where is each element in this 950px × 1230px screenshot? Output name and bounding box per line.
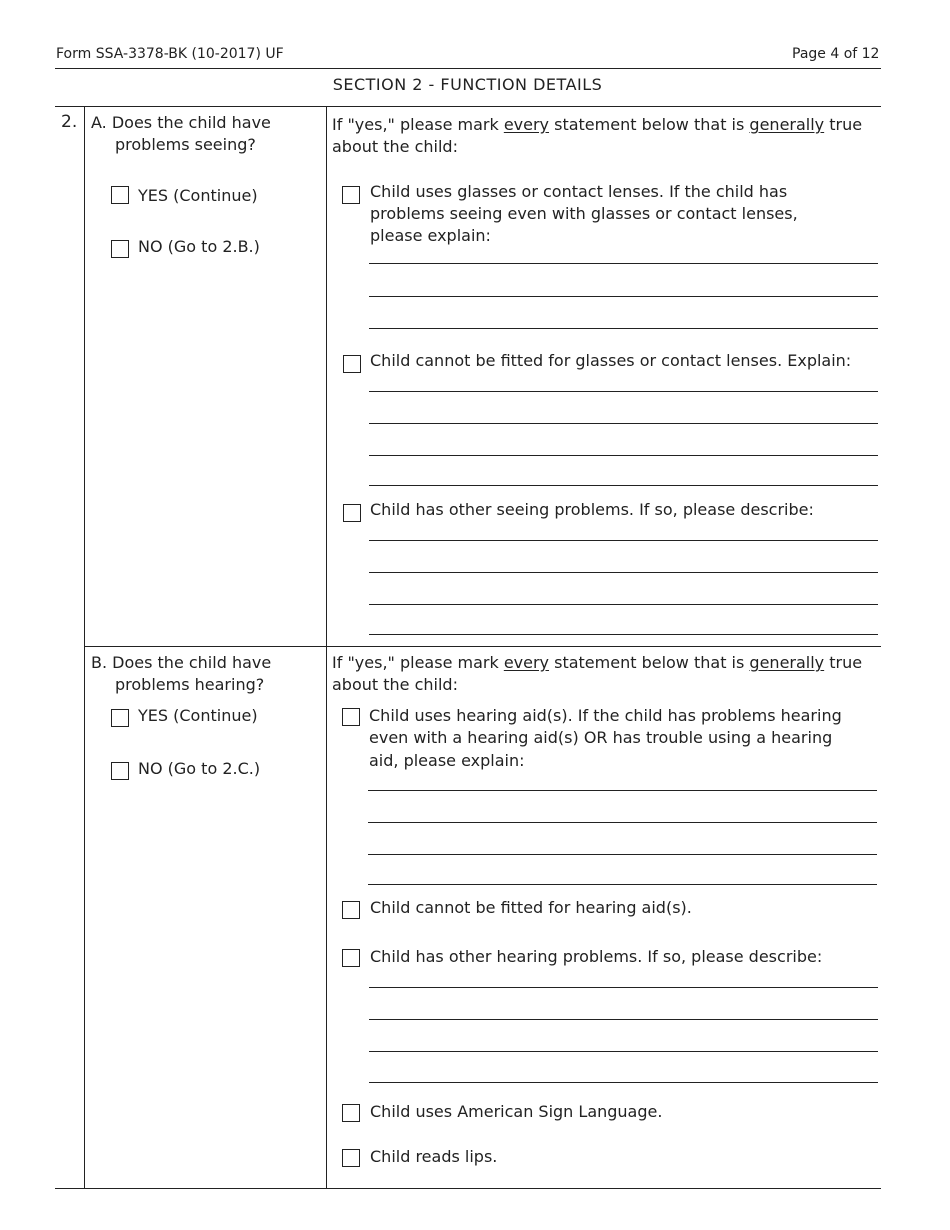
part-b-yes-label: YES (Continue) xyxy=(138,706,258,725)
cannot-fit-glasses-explain-line[interactable] xyxy=(369,455,878,456)
part-a-question-line1: A. Does the child have xyxy=(91,113,271,132)
other-seeing-describe-line[interactable] xyxy=(369,540,878,541)
glasses-explain-line[interactable] xyxy=(369,263,878,264)
cannot-fit-glasses-explain-line[interactable] xyxy=(369,391,878,392)
reads-lips-checkbox[interactable] xyxy=(342,1149,360,1167)
other-seeing-describe-line[interactable] xyxy=(369,634,878,635)
part-b-no-checkbox[interactable] xyxy=(111,762,129,780)
hearing-aid-explain-line[interactable] xyxy=(368,854,877,855)
sign-language-statement: Child uses American Sign Language. xyxy=(370,1102,663,1121)
page-number: Page 4 of 12 xyxy=(792,46,880,62)
part-a-intro-line2: about the child: xyxy=(332,137,458,156)
cannot-fit-glasses-explain-line[interactable] xyxy=(369,485,878,486)
glasses-explain-line[interactable] xyxy=(369,296,878,297)
other-seeing-describe-line[interactable] xyxy=(369,572,878,573)
part-b-question-line2: problems hearing? xyxy=(115,675,265,694)
hearing-aid-explain-line[interactable] xyxy=(368,790,877,791)
row-divider xyxy=(84,646,881,647)
glasses-statement-line3: please explain: xyxy=(370,226,491,245)
part-a-yes-checkbox[interactable] xyxy=(111,186,129,204)
part-b-intro-line2: about the child: xyxy=(332,675,458,694)
cannot-fit-glasses-statement: Child cannot be fitted for glasses or contact lenses. Explain: xyxy=(370,351,852,370)
table-top-border xyxy=(55,106,881,107)
glasses-explain-line[interactable] xyxy=(369,328,878,329)
part-a-no-checkbox[interactable] xyxy=(111,240,129,258)
table-bottom-border xyxy=(55,1188,881,1189)
section-title: SECTION 2 - FUNCTION DETAILS xyxy=(332,75,603,94)
form-id: Form SSA-3378-BK (10-2017) UF xyxy=(56,46,284,62)
hearing-aid-explain-line[interactable] xyxy=(368,822,877,823)
part-b-intro-line1: If "yes," please mark every statement below that is generally true xyxy=(332,653,863,672)
other-hearing-problems-checkbox[interactable] xyxy=(342,949,360,967)
hearing-aid-explain-line[interactable] xyxy=(368,884,877,885)
other-hearing-problems-statement: Child has other hearing problems. If so, please describe: xyxy=(370,947,823,966)
other-seeing-describe-line[interactable] xyxy=(369,604,878,605)
sign-language-checkbox[interactable] xyxy=(342,1104,360,1122)
glasses-statement-line1: Child uses glasses or contact lenses. If the child has xyxy=(370,182,788,201)
other-hearing-describe-line[interactable] xyxy=(369,987,878,988)
hearing-aid-statement-line3: aid, please explain: xyxy=(369,751,525,770)
other-seeing-problems-checkbox[interactable] xyxy=(343,504,361,522)
glasses-statement-line2: problems seeing even with glasses or contact lenses, xyxy=(370,204,798,223)
part-b-no-label: NO (Go to 2.C.) xyxy=(138,759,261,778)
part-b-yes-checkbox[interactable] xyxy=(111,709,129,727)
other-seeing-problems-statement: Child has other seeing problems. If so, please describe: xyxy=(370,500,814,519)
header-divider xyxy=(55,68,881,69)
part-a-yes-label: YES (Continue) xyxy=(138,186,258,205)
cannot-fit-glasses-checkbox[interactable] xyxy=(343,355,361,373)
part-a-no-label: NO (Go to 2.B.) xyxy=(138,237,260,256)
hearing-aid-checkbox[interactable] xyxy=(342,708,360,726)
other-hearing-describe-line[interactable] xyxy=(369,1019,878,1020)
reads-lips-statement: Child reads lips. xyxy=(370,1147,498,1166)
other-hearing-describe-line[interactable] xyxy=(369,1082,878,1083)
hearing-aid-statement-line1: Child uses hearing aid(s). If the child has problems hearing xyxy=(369,706,842,725)
glasses-checkbox[interactable] xyxy=(342,186,360,204)
hearing-aid-statement-line2: even with a hearing aid(s) OR has trouble using a hearing xyxy=(369,728,833,747)
cannot-fit-glasses-explain-line[interactable] xyxy=(369,423,878,424)
part-a-question-line2: problems seeing? xyxy=(115,135,256,154)
answer-column-divider xyxy=(326,106,327,1188)
cannot-fit-hearing-aid-checkbox[interactable] xyxy=(342,901,360,919)
part-a-intro-line1: If "yes," please mark every statement below that is generally true xyxy=(332,115,863,134)
number-column-divider xyxy=(84,106,85,1188)
cannot-fit-hearing-aid-statement: Child cannot be fitted for hearing aid(s). xyxy=(370,898,692,917)
part-b-question-line1: B. Does the child have xyxy=(91,653,272,672)
other-hearing-describe-line[interactable] xyxy=(369,1051,878,1052)
question-number: 2. xyxy=(61,112,78,132)
